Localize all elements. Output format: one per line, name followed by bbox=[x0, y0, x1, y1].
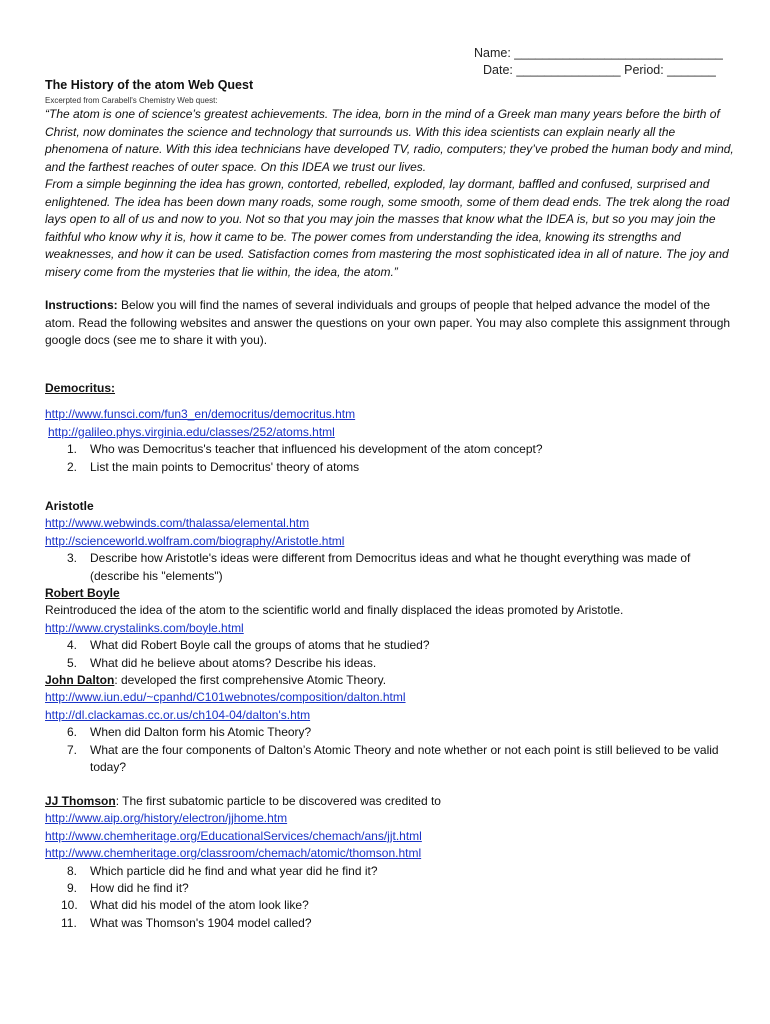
quote-paragraph-1: “The atom is one of science’s greatest achievements. The idea, born in the mind of a Greek man many years before the birth of Christ, now dominates the science and technology that surrounds us. With this idea scientists can explain nearly all the phenomena of nature. With this idea technicians have developed TV, radio, computers; they’ve probed the human body and mind, and the farthest reaches of outer space. On this IDEA we trust our lives. bbox=[45, 107, 734, 174]
section-heading: JJ Thomson bbox=[45, 794, 116, 808]
question-item: 7. What are the four components of Dalton’s Atomic Theory and note whether or not each point is still believed to be valid today? bbox=[67, 742, 719, 775]
section-heading: John Dalton bbox=[45, 673, 115, 687]
document-title: The History of the atom Web Quest bbox=[45, 78, 254, 92]
name-line: Name: ______________________________ bbox=[474, 46, 723, 60]
link[interactable]: http://www.funsci.com/fun3_en/democritus/democritus.htm bbox=[45, 407, 356, 422]
instructions bbox=[45, 297, 735, 350]
question-item: 2. List the main points to Democritus' theory of atoms bbox=[67, 459, 360, 474]
question-item: 4. What did Robert Boyle call the groups of atoms that he studied? bbox=[67, 638, 430, 653]
link[interactable]: http://www.chemheritage.org/classroom/chemach/atomic/thomson.html bbox=[45, 846, 422, 861]
section-boyle bbox=[45, 585, 735, 672]
link[interactable]: http://www.iun.edu/~cpanhd/C101webnotes/composition/dalton.html bbox=[45, 690, 406, 705]
question-item: 3. Describe how Aristotle's ideas were different from Democritus ideas and what he thought everything was made of (describe his "elements") bbox=[67, 551, 691, 583]
link[interactable]: http://www.crystalinks.com/boyle.html bbox=[45, 620, 244, 635]
link[interactable]: http://www.webwinds.com/thalassa/elemental.htm bbox=[45, 516, 310, 531]
section-aristotle bbox=[45, 498, 735, 585]
section-heading: Democritus: bbox=[45, 381, 116, 395]
question-item: 11. What was Thomson's 1904 model called? bbox=[61, 915, 312, 930]
question-item: 8. Which particle did he find and what year did he find it? bbox=[67, 863, 378, 878]
instructions-label: Instructions: bbox=[45, 298, 118, 312]
link[interactable]: http://www.chemheritage.org/EducationalServices/chemach/ans/jjt.html bbox=[45, 828, 422, 843]
section-thomson bbox=[45, 793, 735, 932]
section-dalton bbox=[45, 672, 735, 776]
quote-paragraph-2: From a simple beginning the idea has grown, contorted, rebelled, exploded, lay dormant, baffled and confused, surprised and enlightened. The idea has been down many roads, some rough, some smooth, some of them dead ends. The trek along the road lays open to all of us and now to you. Not so that you may join the masses that know what the IDEA is, but so you may join the faithful who know why it is, how it came to be. The power comes from understanding the idea, knowing its strengths and weaknesses, and how it can be used. Satisfaction comes from mastering the most sophisticated idea in all of nature. The joy and misery come from the mysteries that lie within, the idea, the atom.” bbox=[45, 177, 730, 279]
intro-quote bbox=[45, 106, 735, 281]
section-description: : The first subatomic particle to be discovered was credited to bbox=[115, 794, 441, 808]
question-item: 9. How did he find it? bbox=[67, 881, 189, 896]
section-description: Reintroduced the idea of the atom to the scientific world and finally displaced the ideas promoted by Aristotle. bbox=[45, 603, 624, 618]
link[interactable]: http://www.aip.org/history/electron/jjhome.htm bbox=[45, 811, 288, 826]
link[interactable]: http://galileo.phys.virginia.edu/classes/252/atoms.html bbox=[48, 424, 335, 439]
section-description: : developed the first comprehensive Atomic Theory. bbox=[114, 673, 387, 687]
section-democritus bbox=[45, 380, 735, 476]
instructions-text: Below you will find the names of several individuals and groups of people that helped advance the model of the atom. Read the following websites and answer the questions on your own paper. You may also complete this assignment through google docs (see me to share it with you). bbox=[45, 298, 731, 347]
date-period-line: Date: _______________ Period: _______ bbox=[483, 63, 716, 77]
question-item: 10. What did his model of the atom look like? bbox=[61, 898, 309, 913]
document-subtitle: Excerpted from Carabell's Chemistry Web quest: bbox=[45, 96, 218, 105]
question-item: 1. Who was Democritus's teacher that influenced his development of the atom concept? bbox=[67, 442, 543, 457]
link[interactable]: http://scienceworld.wolfram.com/biography/Aristotle.html bbox=[45, 533, 345, 548]
section-heading: Aristotle bbox=[45, 499, 94, 513]
section-heading: Robert Boyle bbox=[45, 586, 120, 600]
question-item: 6. When did Dalton form his Atomic Theory? bbox=[67, 725, 312, 740]
link[interactable]: http://dl.clackamas.cc.or.us/ch104-04/dalton's.htm bbox=[45, 707, 311, 722]
question-item: 5. What did he believe about atoms? Describe his ideas. bbox=[67, 655, 377, 670]
